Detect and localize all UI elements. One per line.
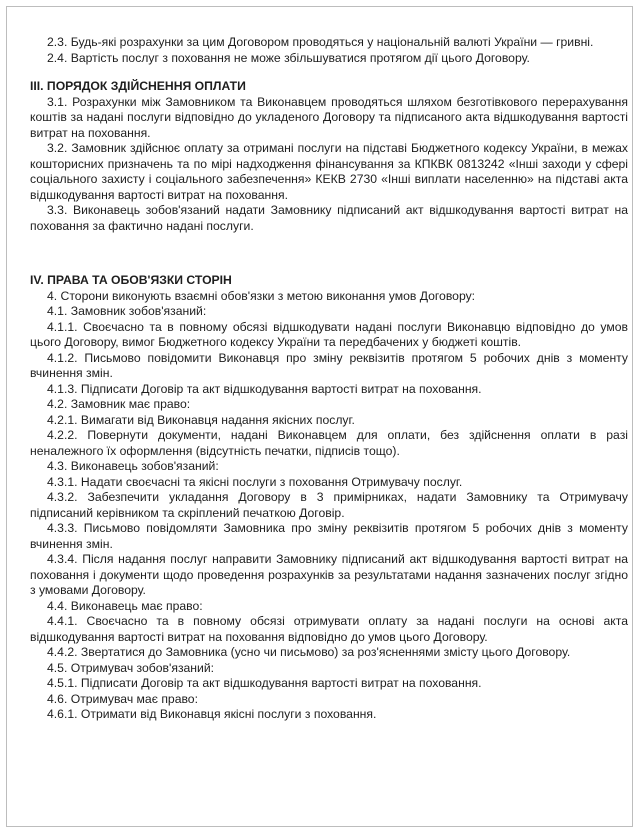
paragraph-4-3-3: 4.3.3. Письмово повідомляти Замовника про зміну реквізитів протягом 5 робочих днів з моменту вчинення змін. [30, 521, 628, 551]
paragraph-3-2: 3.2. Замовник здійснює оплату за отримані послуги на підставі Бюджетного кодексу України, в межах кошторисних призначень та по мірі надходження фінансування за КПКВК 0813242 «Інші заходи у сфері соціального захисту і соціального забезпечення» КЕКВ 2730 «Інші виплати населенню» на підставі акта відшкодування вартості витрат на поховання. [30, 141, 628, 202]
paragraph-4-5-1: 4.5.1. Підписати Договір та акт відшкодування вартості витрат на поховання. [47, 676, 482, 690]
paragraph-2-4: 2.4. Вартість послуг з поховання не може збільшуватися протягом дії цього Договору. [47, 50, 530, 65]
paragraph-4-5: 4.5. Отримувач зобов'язаний: [47, 660, 215, 675]
paragraph-4-1: 4.1. Замовник зобов'язаний: [47, 304, 207, 318]
paragraph-3-3: 3.3. Виконавець зобов'язаний надати Замовнику підписаний акт відшкодування вартості витрат на поховання за фактично надані послуги. [30, 203, 628, 233]
paragraph-4-3: 4.3. Виконавець зобов'язаний: [47, 459, 219, 473]
paragraph-4-1-3: 4.1.3. Підписати Договір та акт відшкодування вартості витрат на поховання. [47, 381, 482, 396]
paragraph-4: 4. Сторони виконують взаємні обов'язки з метою виконання умов Договору: [47, 288, 476, 303]
paragraph-4-4: 4.4. Виконавець має право: [47, 598, 203, 613]
section-spacer [30, 66, 628, 79]
section-spacer [30, 234, 628, 273]
paragraph-4-2: 4.2. Замовник має право: [47, 397, 191, 411]
section-4-heading: IV. ПРАВА ТА ОБОВ'ЯЗКИ СТОРІН [30, 273, 232, 287]
paragraph-4-4-1: 4.4.1. Своєчасно та в повному обсязі отримувати оплату за надані послуги на основі акта відшкодування вартості витрат на поховання відповідно до умов цього Договору. [30, 614, 628, 644]
paragraph-4-3-1: 4.3.1. Надати своєчасні та якісні послуги з поховання Отримувачу послуг. [47, 474, 463, 489]
paragraph-4-1-2: 4.1.2. Письмово повідомити Виконавця про зміну реквізитів протягом 5 робочих днів з моменту вчинення змін. [30, 350, 628, 380]
paragraph-4-3-4: 4.3.4. Після надання послуг направити Замовнику підписаний акт відшкодування вартості витрат на поховання і документи щодо проведення розрахунків за результатами надання зазначених послуг згідно з умовами Договору. [30, 552, 628, 597]
paragraph-4-1-1: 4.1.1. Своєчасно та в повному обсязі відшкодувати надані послуги Виконавцю відповідно до умов цього Договору, вимог Бюджетного кодексу України та передбачених у бюджеті коштів. [30, 319, 628, 349]
paragraph-4-3-2: 4.3.2. Забезпечити укладання Договору в 3 примірниках, надати Замовнику та Отримувачу підписаний керівником та скріплений печаткою Договір. [30, 490, 628, 520]
paragraph-4-2-1: 4.2.1. Вимагати від Виконавця надання якісних послуг. [47, 412, 355, 427]
document-body [30, 35, 628, 723]
section-3-heading: ІІІ. ПОРЯДОК ЗДІЙСНЕННЯ ОПЛАТИ [30, 79, 246, 93]
paragraph-2-3: 2.3. Будь-які розрахунки за цим Договором проводяться у національній валюті України — гривні. [47, 35, 594, 49]
paragraph-3-1: 3.1. Розрахунки між Замовником та Виконавцем проводяться шляхом безготівкового перерахування коштів за надані послуги відповідно до укладеного Договору та підписаного акта відшкодування вартості витрат на поховання. [30, 94, 628, 140]
paragraph-4-4-2: 4.4.2. Звертатися до Замовника (усно чи письмово) за роз'ясненнями змісту цього Договору. [47, 645, 571, 659]
document-page [6, 6, 633, 827]
paragraph-4-2-2: 4.2.2. Повернути документи, надані Виконавцем для оплати, без здійснення оплати в разі неналежного їх оформлення (відсутність печатки, підписів тощо). [30, 428, 628, 458]
paragraph-4-6-1: 4.6.1. Отримати від Виконавця якісні послуги з поховання. [47, 707, 377, 721]
paragraph-4-6: 4.6. Отримувач має право: [47, 691, 198, 706]
